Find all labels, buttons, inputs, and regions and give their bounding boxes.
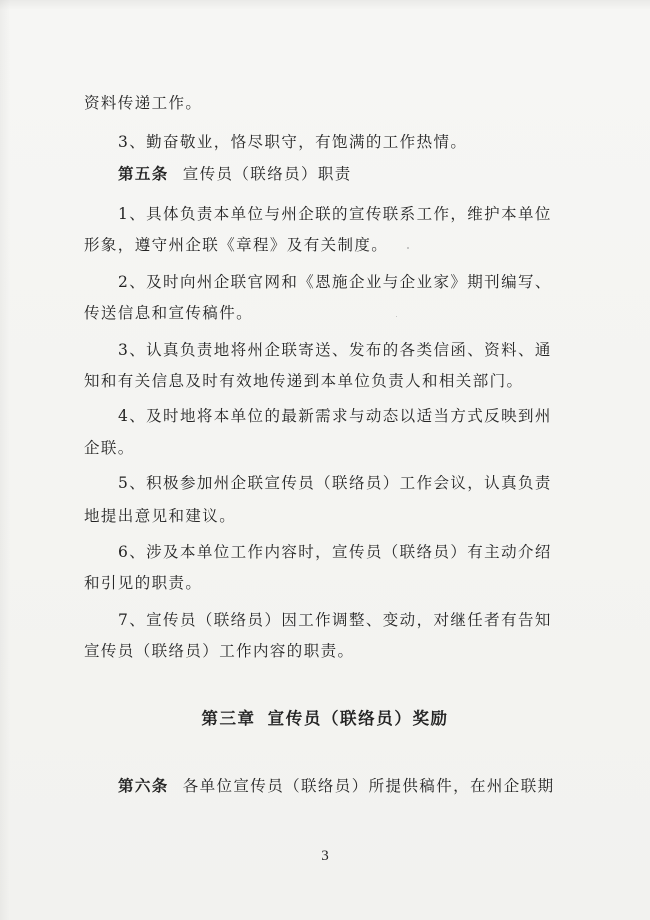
- text-line: 2、及时向州企联官网和《恩施企业与企业家》期刊编写、: [118, 273, 552, 291]
- text-line: 5、积极参加州企联宣传员（联络员）工作会议，认真负责: [118, 474, 552, 492]
- text-line: 企联。: [84, 439, 135, 457]
- text-line: 地提出意见和建议。: [84, 507, 237, 525]
- chapter-number: 第三章: [201, 709, 256, 728]
- scan-left-edge: [0, 0, 10, 920]
- article-5-heading: [118, 163, 352, 185]
- text-line: 知和有关信息及时有效地传递到本单位负责人和相关部门。: [84, 372, 524, 390]
- text-line: 1、具体负责本单位与州企联的宣传联系工作，维护本单位: [118, 205, 552, 223]
- text-line: 资料传递工作。: [84, 94, 203, 112]
- chapter-heading: [0, 707, 650, 731]
- text-line: 7、宣传员（联络员）因工作调整、变动，对继任者有告知: [118, 611, 552, 629]
- text-line: 传送信息和宣传稿件。: [84, 304, 254, 322]
- article-label: 第六条: [118, 776, 169, 795]
- text-line: 3、认真负责地将州企联寄送、发布的各类信函、资料、通: [118, 341, 552, 359]
- article-label: 第五条: [118, 164, 169, 183]
- article-text: 各单位宣传员（联络员）所提供稿件，在州企联期: [182, 777, 555, 795]
- chapter-title: 宣传员（联络员）奖励: [267, 709, 449, 728]
- text-line: 形象，遵守州企联《章程》及有关制度。: [84, 236, 389, 254]
- page-number: 3: [321, 848, 329, 864]
- scan-speck: [407, 247, 409, 249]
- text-line: 3、勤奋敬业，恪尽职守，有饱满的工作热情。: [118, 133, 468, 151]
- text-line: 4、及时地将本单位的最新需求与动态以适当方式反映到州: [118, 407, 552, 425]
- scan-top-edge: [0, 0, 650, 10]
- text-line: 和引见的职责。: [84, 574, 203, 592]
- article-title: 宣传员（联络员）职责: [182, 165, 352, 183]
- text-line: 宣传员（联络员）工作内容的职责。: [84, 642, 355, 660]
- article-6-heading: [118, 775, 555, 797]
- scan-speck: [396, 316, 397, 317]
- text-line: 6、涉及本单位工作内容时，宣传员（联络员）有主动介绍: [118, 543, 552, 561]
